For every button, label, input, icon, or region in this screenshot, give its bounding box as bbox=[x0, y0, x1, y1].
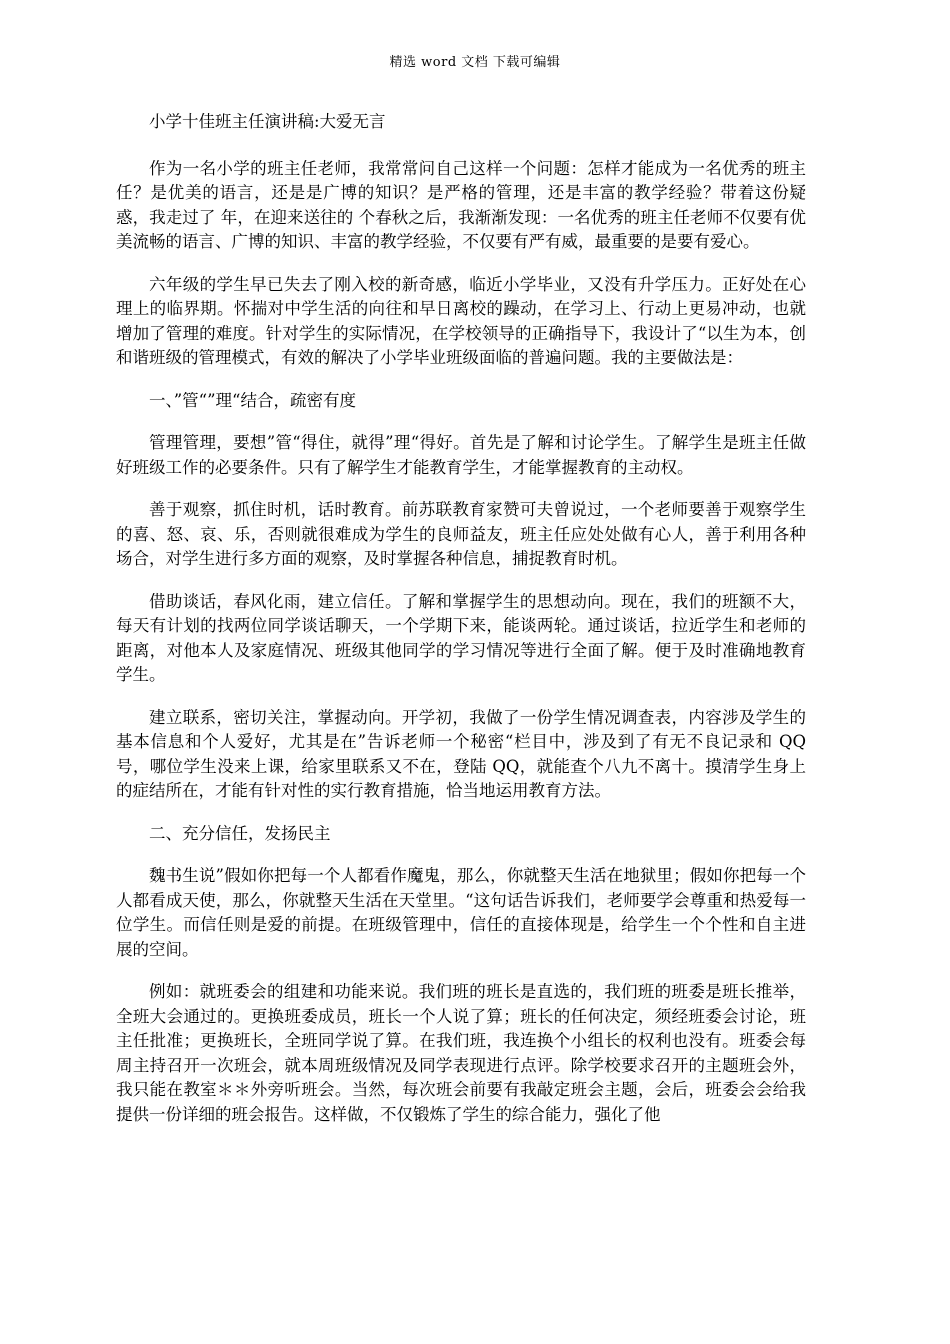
document-title: 小学十佳班主任演讲稿:大爱无言 bbox=[149, 112, 386, 131]
paragraph: 魏书生说”假如你把每一个人都看作魔鬼，那么，你就整天生活在地狱里；假如你把每一个人都看成天使，那么，你就整天生活在天堂里。“这句话告诉我们，老师要学会尊重和热爱每一位学生。而信任则是爱的前提。在班级管理中，信任的直接体现是，给学生一个个性和自主进展的空间。 bbox=[116, 866, 806, 959]
section-heading: 一、”管“”理“结合，疏密有度 bbox=[149, 390, 356, 410]
paragraph: 六年级的学生早已失去了刚入校的新奇感，临近小学毕业，又没有升学压力。正好处在心理上的临界期。怀揣对中学生活的向往和早日离校的躁动，在学习上、行动上更易冲动，也就增加了管理的难度。针对学生的实际情况，在学校领导的正确指导下，我设计了“以生为本，创和谐班级的管理模式，有效的解决了小学毕业班级面临的普遍问题。我的主要做法是： bbox=[116, 274, 806, 367]
section-heading: 二、充分信任，发扬民主 bbox=[149, 823, 331, 843]
document-body bbox=[116, 110, 806, 1145]
paragraph: 建立联系，密切关注，掌握动向。开学初，我做了一份学生情况调查表，内容涉及学生的基本信息和个人爱好，尤其是在”告诉老师一个秘密“栏目中，涉及到了有无不良记录和 QQ 号，哪位学生没来上课，给家里联系又不在，登陆 QQ，就能查个八九不离十。摸清学生身上的症结所在，才能有针对性的实行教育措施，恰当地运用教育方法。 bbox=[116, 707, 806, 800]
page-header: 精选 word 文档 下载可编辑 bbox=[389, 55, 561, 70]
paragraph: 管理管理，要想”管“得住，就得”理“得好。首先是了解和讨论学生。了解学生是班主任做好班级工作的必要条件。只有了解学生才能教育学生，才能掌握教育的主动权。 bbox=[116, 433, 806, 477]
paragraph: 作为一名小学的班主任老师，我常常问自己这样一个问题：怎样才能成为一名优秀的班主任？是优美的语言，还是是广博的知识？是严格的管理，还是丰富的教学经验？带着这份疑惑，我走过了 年，在迎来送往的 个春秋之后，我渐渐发现：一名优秀的班主任老师不仅要有优美流畅的语言、广博的知识、丰富的教学经验，不仅要有严有威，最重要的是要有爱心。 bbox=[116, 158, 806, 251]
paragraph: 例如：就班委会的组建和功能来说。我们班的班长是直选的，我们班的班委是班长推举，全班大会通过的。更换班委成员，班长一个人说了算；班长的任何决定，须经班委会讨论，班主任批准；更换班长，全班同学说了算。在我们班，我连换个小组长的权利也没有。班委会每周主持召开一次班会，就本周班级情况及同学表现进行点评。除学校要求召开的主题班会外，我只能在教室＊＊外旁听班会。当然，每次班会前要有我敲定班会主题，会后，班委会会给我提供一份详细的班会报告。这样做，不仅锻炼了学生的综合能力，强化了他 bbox=[116, 982, 806, 1124]
paragraph: 借助谈话，春风化雨，建立信任。了解和掌握学生的思想动向。现在，我们的班额不大，每天有计划的找两位同学谈话聊天，一个学期下来，能谈两轮。通过谈话，拉近学生和老师的距离，对他本人及家庭情况、班级其他同学的学习情况等进行全面了解。便于及时准确地教育学生。 bbox=[116, 591, 806, 684]
paragraph: 善于观察，抓住时机，话时教育。前苏联教育家赞可夫曾说过，一个老师要善于观察学生的喜、怒、哀、乐，否则就很难成为学生的良师益友，班主任应处处做有心人，善于利用各种场合，对学生进行多方面的观察，及时掌握各种信息，捕捉教育时机。 bbox=[116, 500, 806, 568]
